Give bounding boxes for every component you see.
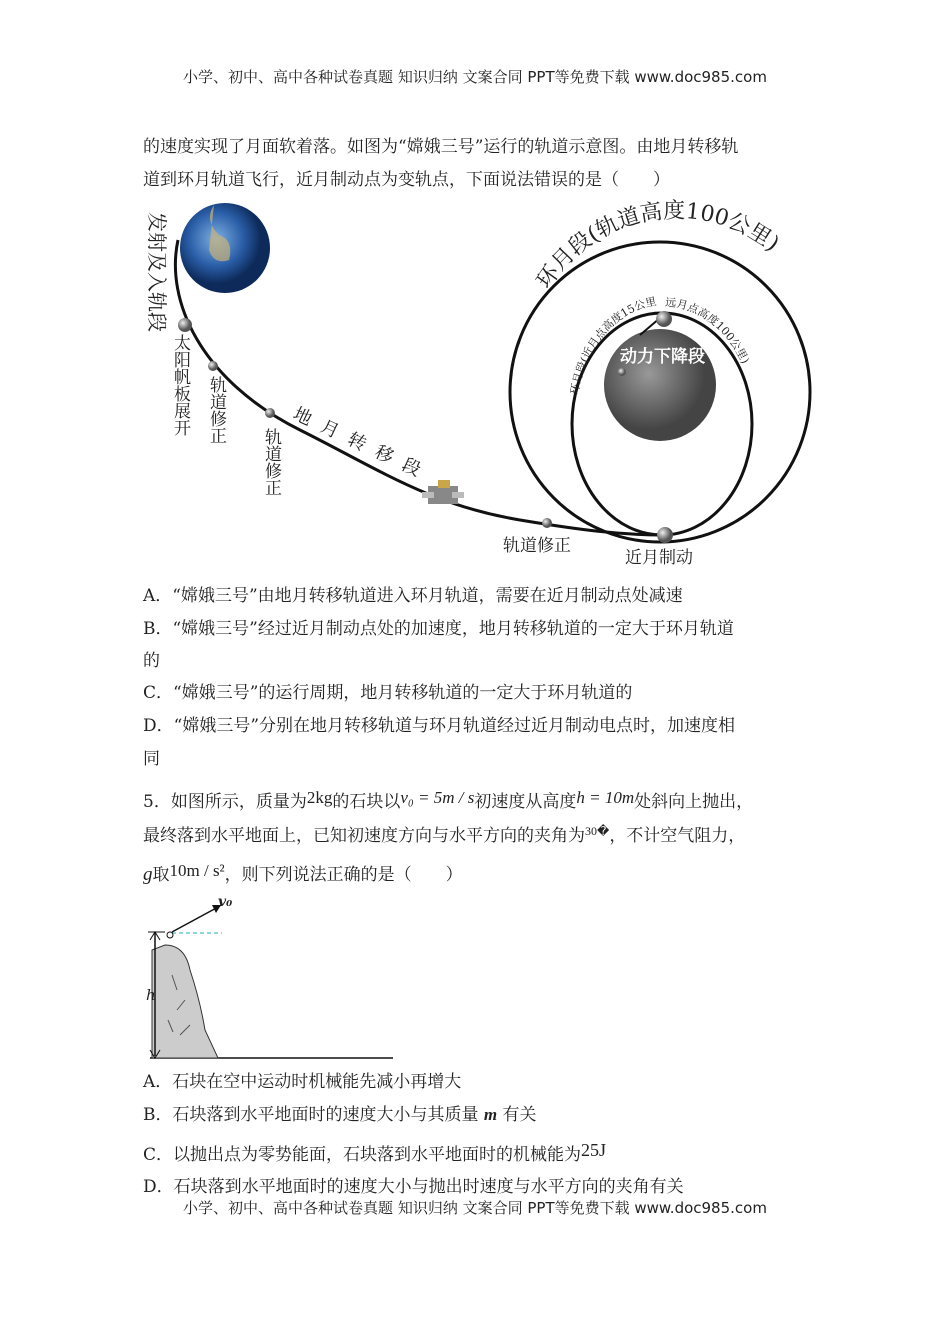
text: g: [143, 864, 153, 885]
text: 初速度从高度: [474, 792, 577, 812]
label-fix2: 轨道修正: [261, 428, 281, 496]
text: 最终落到水平地面上，已知初速度方向与水平方向的夹角为: [143, 826, 585, 846]
label-descent: 动力下降段: [620, 347, 705, 367]
text: ，则下列说法正确的是（ ）: [224, 865, 463, 885]
gravity-value: 10m / s²: [169, 861, 225, 880]
label-inner-right: 远月点高度100公里): [664, 295, 752, 366]
text: B．石块落到水平地面时的速度大小与其质量: [143, 1105, 479, 1125]
text: 有关: [502, 1105, 537, 1125]
label-v0: v₀: [218, 894, 233, 910]
q5-option-a: A．石块在空中运动时机械能先减小再增大: [143, 1072, 462, 1092]
text: 处斜向上抛出，: [634, 792, 754, 812]
q5-line-1: [143, 787, 753, 813]
q5-line-2: [143, 820, 745, 847]
q4-option-d: D．“嫦娥三号”分别在地月转移轨道与环月轨道经过近月制动电点时，加速度相: [143, 716, 736, 736]
text: 取: [152, 865, 170, 885]
text: C．以抛出点为零势能面，石块落到水平地面时的机械能为: [143, 1145, 582, 1165]
text: ，不计空气阻力，: [609, 826, 746, 846]
label-outer-orbit: 环月段(轨道高度100公里): [532, 198, 784, 294]
text: m: [483, 1105, 498, 1124]
q4-option-b-cont: 的: [143, 651, 160, 671]
label-h: h: [146, 986, 156, 1004]
moon-image: [604, 329, 716, 441]
label-transfer: 地月转移段: [289, 403, 435, 486]
text: 5．如图所示，质量为: [143, 792, 307, 812]
label-brake: 近月制动: [625, 548, 693, 568]
angle-value: 30�: [585, 824, 610, 838]
velocity-value: v₀ = 5m / s: [400, 788, 475, 807]
page-footer: 小学、初中、高中各种试卷真题 知识归纳 文案合同 PPT等免费下载 www.doc985.com: [183, 1199, 767, 1217]
q5-line-3: [143, 860, 463, 886]
q4-option-a: A．“嫦娥三号”由地月转移轨道进入环月轨道，需要在近月制动点处减速: [143, 586, 683, 606]
page-header: 小学、初中、高中各种试卷真题 知识归纳 文案合同 PPT等免费下载 www.doc985.com: [183, 68, 767, 86]
q4-option-c: C．“嫦娥三号”的运行周期，地月转移轨道的一定大于环月轨道的: [143, 683, 633, 703]
energy-value: 25J: [581, 1140, 607, 1160]
height-value: h = 10m: [576, 788, 635, 807]
q4-text: 的速度实现了月面软着落。如图为“嫦娥三号”运行的轨道示意图。由地月转移轨: [143, 137, 739, 157]
text: 的石块以: [332, 792, 401, 812]
q5-option-b: [143, 1104, 537, 1126]
q5-option-c: [143, 1139, 606, 1166]
label-launch: 发射及入轨段: [145, 212, 169, 332]
label-inner-left: 环月段(近月点高度15公里: [568, 294, 658, 396]
mass-value: 2kg: [306, 788, 333, 807]
q4-option-b: B．“嫦娥三号”经过近月制动点处的加速度，地月转移轨道的一定大于环月轨道: [143, 619, 734, 639]
label-solar: 太阳帆板展开: [170, 334, 190, 436]
label-fix3: 轨道修正: [503, 536, 571, 556]
q4-option-d-cont: 同: [143, 749, 160, 769]
q4-text: 道到环月轨道飞行，近月制动点为变轨点，下面说法错误的是（ ）: [143, 170, 670, 190]
svg-text:环月段(轨道高度100公里): [532, 199, 783, 294]
label-fix1: 轨道修正: [206, 376, 226, 444]
cliff-figure: [146, 894, 393, 1058]
lander-image: [422, 480, 464, 504]
q5-option-d: D．石块落到水平地面时的速度大小与抛出时速度与水平方向的夹角有关: [143, 1177, 684, 1197]
